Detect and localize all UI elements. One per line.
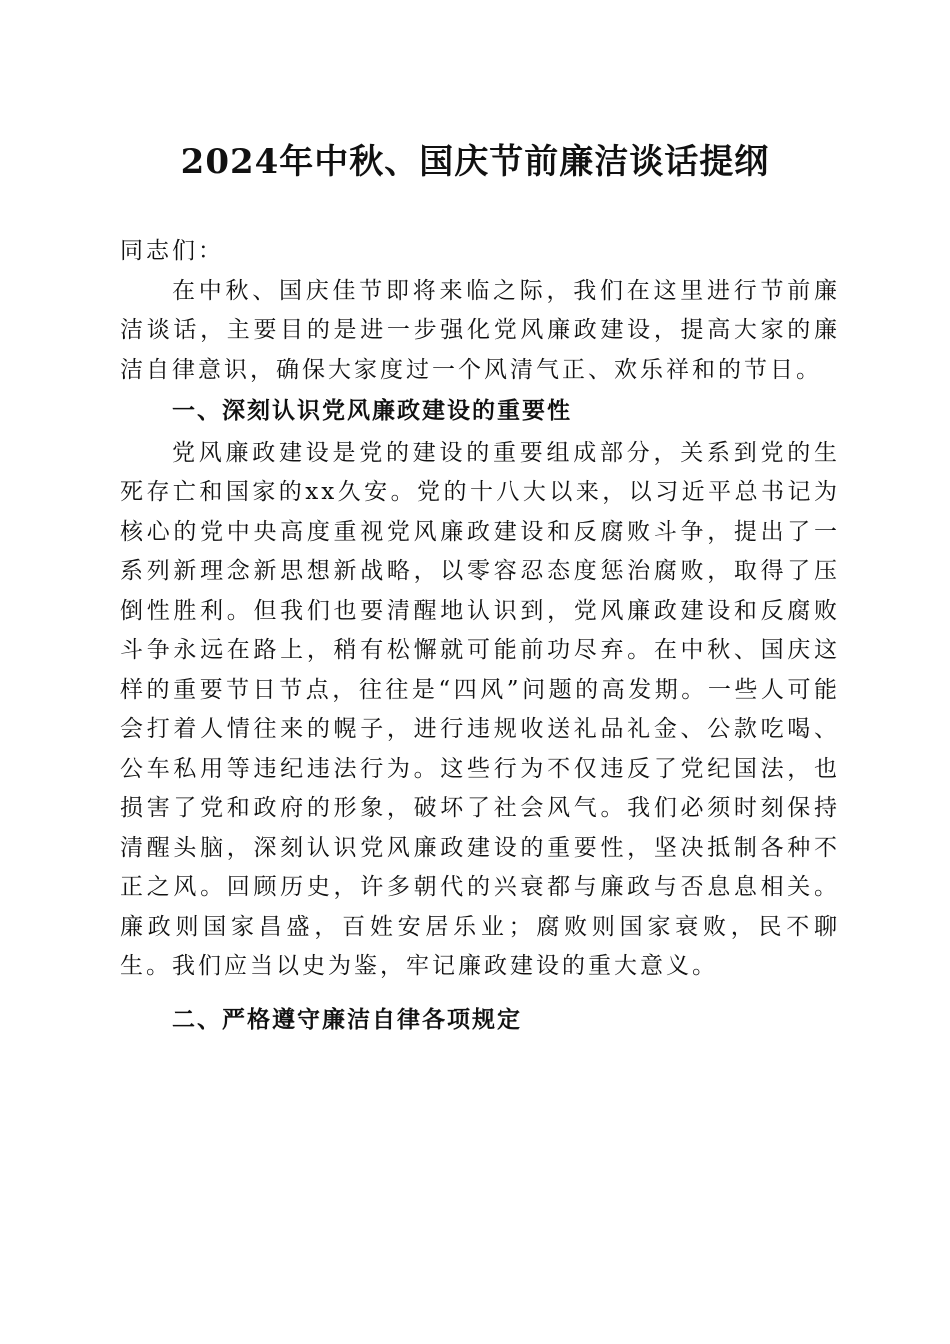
section-2-heading: 二、严格遵守廉洁自律各项规定 — [172, 1006, 522, 1033]
section-1-paragraph: 党风廉政建设是党的建设的重要组成部分，关系到党的生死存亡和国家的xx久安。党的十八大以来，以习近平总书记为核心的党中央高度重视党风廉政建设和反腐败斗争，提出了一系列新理念新思想新战略，以零容忍态度惩治腐败，取得了压倒性胜利。但我们也要清醒地认识到，党风廉政建设和反腐败斗争永远在路上，稍有松懈就可能前功尽弃。在中秋、国庆这样的重要节日节点，往往是“四风”问题的高发期。一些人可能会打着人情往来的幌子，进行违规收送礼品礼金、公款吃喝、公车私用等违纪违法行为。这些行为不仅违反了党纪国法，也损害了党和政府的形象，破坏了社会风气。我们必须时刻保持清醒头脑，深刻认识党风廉政建设的重要性，坚决抵制各种不正之风。回顾历史，许多朝代的兴衰都与廉政与否息息相关。廉政则国家昌盛，百姓安居乐业；腐败则国家衰败，民不聊生。我们应当以史为鉴，牢记廉政建设的重大意义。 — [120, 439, 840, 979]
document-title: 2024年中秋、国庆节前廉洁谈话提纲 — [180, 142, 770, 182]
intro-paragraph: 在中秋、国庆佳节即将来临之际，我们在这里进行节前廉洁谈话，主要目的是进一步强化党风廉政建设，提高大家的廉洁自律意识，确保大家度过一个风清气正、欢乐祥和的节日。 — [120, 277, 840, 383]
section-1-heading: 一、深刻认识党风廉政建设的重要性 — [172, 398, 572, 424]
document-body — [120, 232, 840, 1040]
greeting: 同志们： — [120, 238, 224, 264]
